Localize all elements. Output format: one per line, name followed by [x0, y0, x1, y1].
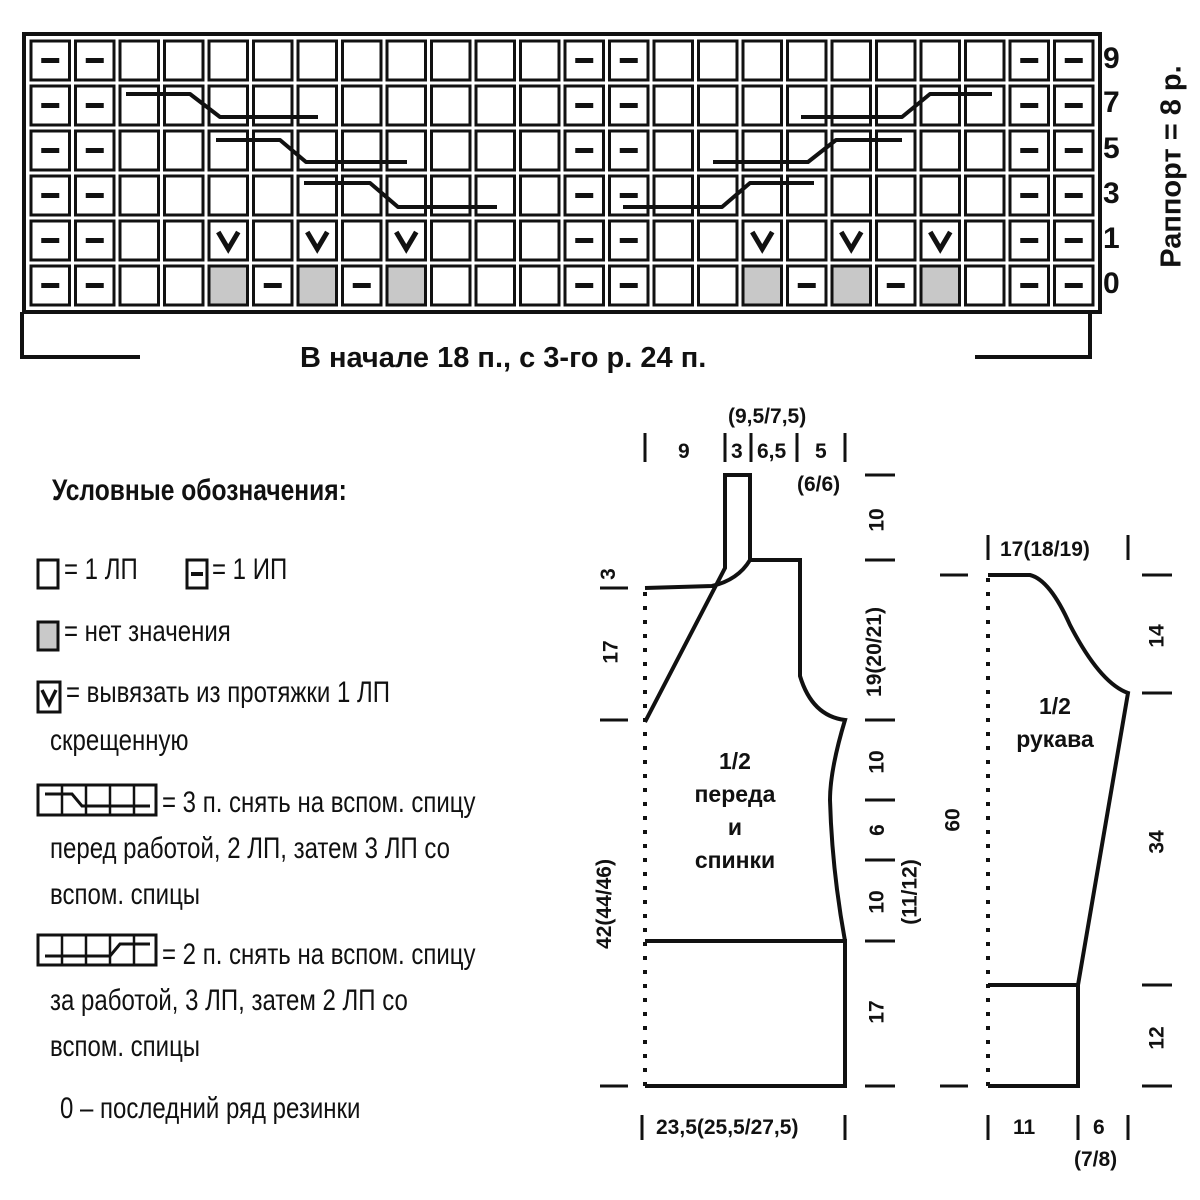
knit-cell	[921, 86, 960, 125]
no-stitch-cell	[743, 266, 782, 305]
knit-cell	[877, 131, 916, 170]
knit-cell	[521, 266, 560, 305]
legend-cable-back-1: = 2 п. снять на вспом. спицу	[162, 938, 476, 971]
knit-cell	[743, 131, 782, 170]
knit-cell	[521, 221, 560, 260]
legend-last-row: 0 – последний ряд резинки	[60, 1092, 361, 1125]
row-number-5: 5	[1103, 132, 1120, 165]
body-dim-65: 6,5	[757, 440, 787, 463]
twisted-knit-cell	[743, 221, 782, 260]
knit-cell	[120, 86, 159, 125]
knit-cell	[254, 41, 293, 80]
twisted-knit-cell	[387, 221, 426, 260]
knit-cell	[877, 41, 916, 80]
sleeve-dim-left-60: 60	[941, 808, 965, 832]
sleeve-piece-label	[1000, 690, 1110, 756]
knit-cell	[788, 86, 827, 125]
stitch-chart	[0, 0, 1200, 380]
knit-cell	[120, 41, 159, 80]
knit-cell	[343, 41, 382, 80]
knit-cell	[165, 221, 204, 260]
legend-twisted-1: = вывязать из протяжки 1 ЛП	[66, 676, 391, 709]
sleeve-dim-top: 17(18/19)	[1000, 538, 1090, 561]
body-dim-5: 5	[815, 440, 827, 463]
body-dim-9: 9	[678, 440, 690, 463]
sleeve-dim-right-12: 12	[1145, 1026, 1169, 1050]
knit-cell	[877, 176, 916, 215]
knit-cell	[387, 41, 426, 80]
knit-cell	[521, 176, 560, 215]
body-shoulder-line	[645, 560, 750, 588]
knit-cell	[832, 86, 871, 125]
knit-cell	[209, 86, 248, 125]
knit-cell	[343, 131, 382, 170]
knit-cell	[966, 266, 1005, 305]
body-dim-right-10a: 10	[865, 508, 889, 532]
knit-cell	[966, 221, 1005, 260]
row-number-1: 1	[1103, 222, 1120, 255]
knit-cell	[654, 41, 693, 80]
sleeve-label-line-1: 1/2	[1039, 693, 1071, 719]
knit-cell	[699, 41, 738, 80]
knit-cell	[165, 131, 204, 170]
row-number-9: 9	[1103, 42, 1120, 75]
knit-cell	[521, 131, 560, 170]
knit-cell	[877, 86, 916, 125]
knit-cell	[476, 176, 515, 215]
knit-cell	[165, 176, 204, 215]
row-number-7: 7	[1103, 86, 1120, 119]
knit-cell	[209, 131, 248, 170]
knit-cell	[209, 176, 248, 215]
body-dim-right-10c: 10	[865, 890, 889, 914]
knit-cell	[432, 41, 471, 80]
body-dim-66: (6/6)	[797, 473, 841, 496]
knit-cell	[966, 86, 1005, 125]
body-bottom-lines	[645, 941, 845, 1086]
knit-cell	[743, 86, 782, 125]
knit-cell	[699, 221, 738, 260]
body-dim-right-10b: 10	[865, 750, 889, 774]
knit-cell	[788, 41, 827, 80]
knit-cell	[165, 266, 204, 305]
twisted-knit-cell	[209, 221, 248, 260]
knit-cell	[343, 86, 382, 125]
knit-cell	[165, 86, 204, 125]
knit-cell	[120, 176, 159, 215]
body-piece-label	[670, 745, 800, 877]
row-number-0: 0	[1103, 267, 1120, 300]
knit-cell	[120, 221, 159, 260]
knit-cell	[699, 86, 738, 125]
body-dim-right-6: 6	[865, 824, 889, 836]
body-label-line-3: и	[727, 814, 743, 840]
sleeve-dim-bottom-6: 6	[1093, 1116, 1105, 1139]
row-number-3: 3	[1103, 177, 1120, 210]
garment-schematics	[0, 400, 1200, 1200]
knit-cell	[832, 176, 871, 215]
legend-cable-front-1: = 3 п. снять на вспом. спицу	[162, 786, 476, 819]
knit-cell	[432, 266, 471, 305]
knit-cell	[832, 41, 871, 80]
knit-cell	[877, 221, 916, 260]
sleeve-dim-bottom-11: 11	[1013, 1116, 1036, 1139]
sleeve-dim-right-34: 34	[1145, 830, 1169, 854]
knit-cell	[921, 176, 960, 215]
knit-cell	[521, 86, 560, 125]
legend-title: Условные обозначения:	[52, 474, 347, 507]
knit-cell	[254, 86, 293, 125]
knit-cell	[966, 176, 1005, 215]
knit-cell	[832, 131, 871, 170]
body-dim-right-19: 19(20/21)	[862, 607, 886, 697]
no-stitch-cell	[209, 266, 248, 305]
body-dim-bottom: 23,5(25,5/27,5)	[656, 1116, 799, 1139]
legend-no-stitch: = нет значения	[64, 615, 231, 648]
knit-cell	[476, 221, 515, 260]
knit-cell	[254, 221, 293, 260]
sleeve-dim-bottom-78: (7/8)	[1074, 1148, 1118, 1171]
chart-caption: В начале 18 п., с 3-го р. 24 п.	[300, 342, 707, 374]
knit-cell	[654, 86, 693, 125]
twisted-knit-cell	[298, 221, 337, 260]
knit-cell	[654, 221, 693, 260]
knit-cell	[298, 41, 337, 80]
knit-cell	[387, 131, 426, 170]
knit-cell	[699, 176, 738, 215]
body-dim-neck-top: (9,5/7,5)	[728, 405, 807, 428]
body-dim-left-42: 42(44/46)	[592, 859, 616, 949]
no-stitch-cell	[832, 266, 871, 305]
repeat-label: Раппорт = 8 р.	[1155, 65, 1188, 268]
knit-cell	[254, 176, 293, 215]
legend-knit: = 1 ЛП	[64, 553, 138, 586]
knit-cell	[254, 131, 293, 170]
body-label-line-4: спинки	[694, 847, 776, 873]
knit-cell	[120, 131, 159, 170]
knit-cell	[120, 266, 159, 305]
body-dim-left-17: 17	[599, 640, 623, 664]
knit-cell	[387, 176, 426, 215]
legend-purl: = 1 ИП	[212, 553, 288, 586]
knit-cell	[343, 221, 382, 260]
sleeve-outline	[988, 575, 1128, 1086]
knit-cell	[699, 266, 738, 305]
knit-cell	[654, 266, 693, 305]
knit-cell	[788, 221, 827, 260]
knit-cell	[476, 86, 515, 125]
body-label-line-2: переда	[694, 781, 776, 807]
knit-cell	[209, 41, 248, 80]
legend-cable-front-2: перед работой, 2 ЛП, затем 3 ЛП со	[50, 832, 450, 865]
knit-cell	[298, 131, 337, 170]
knit-cell	[298, 86, 337, 125]
body-dim-right-1112: (11/12)	[898, 859, 922, 925]
knit-cell	[476, 41, 515, 80]
body-dim-left-3: 3	[596, 568, 620, 580]
knit-cell	[476, 266, 515, 305]
legend-cable-back-2: за работой, 3 ЛП, затем 2 ЛП со	[50, 984, 408, 1017]
twisted-knit-cell	[921, 221, 960, 260]
knit-cell	[476, 131, 515, 170]
no-stitch-cell	[298, 266, 337, 305]
knit-cell	[743, 41, 782, 80]
knit-cell	[654, 176, 693, 215]
knit-cell	[387, 86, 426, 125]
body-dim-right-17: 17	[865, 1000, 889, 1024]
knit-cell	[921, 131, 960, 170]
knit-cell	[921, 41, 960, 80]
knit-cell	[432, 131, 471, 170]
no-stitch-cell	[387, 266, 426, 305]
no-stitch-cell	[921, 266, 960, 305]
knit-cell	[165, 41, 204, 80]
legend-twisted-2: скрещенную	[50, 724, 189, 757]
knit-cell	[966, 41, 1005, 80]
legend-cable-front-3: вспом. спицы	[50, 878, 201, 911]
knit-cell	[521, 41, 560, 80]
knit-cell	[432, 176, 471, 215]
knit-cell	[432, 221, 471, 260]
twisted-knit-cell	[832, 221, 871, 260]
sleeve-label-line-2: рукава	[1016, 726, 1094, 752]
legend-cable-back-3: вспом. спицы	[50, 1030, 201, 1063]
sleeve-dim-right-14: 14	[1145, 624, 1169, 648]
knit-cell	[699, 131, 738, 170]
body-dim-3-top: 3	[731, 440, 743, 463]
body-label-line-1: 1/2	[719, 748, 751, 774]
knit-cell	[432, 86, 471, 125]
knit-cell	[966, 131, 1005, 170]
knit-cell	[654, 131, 693, 170]
